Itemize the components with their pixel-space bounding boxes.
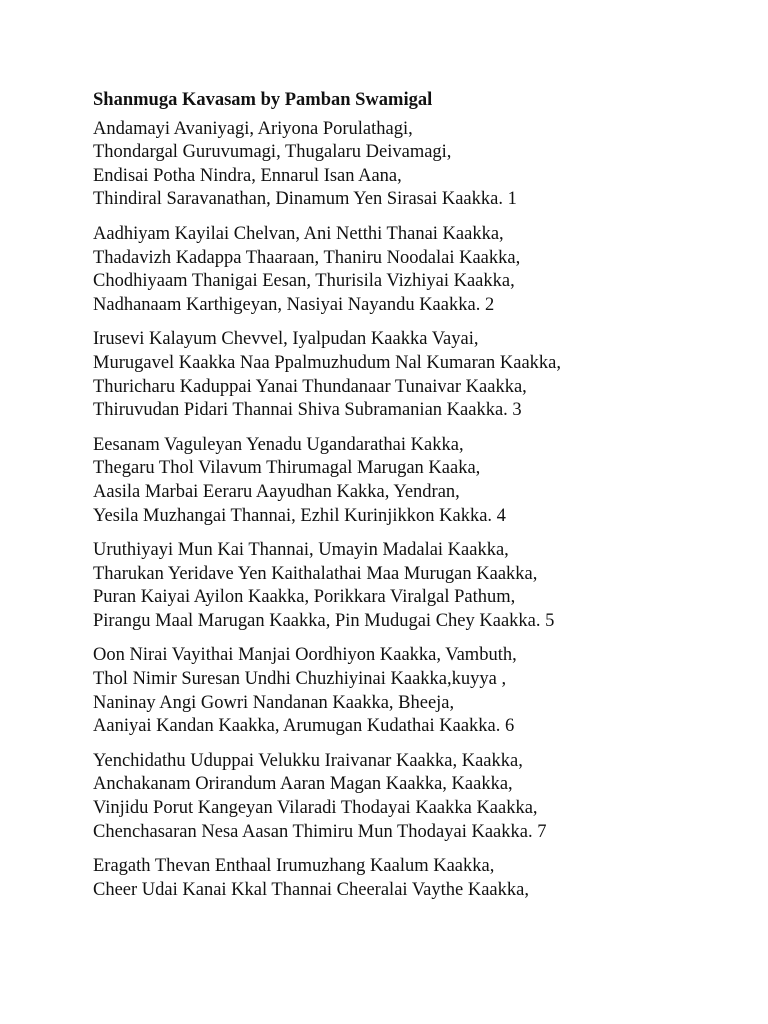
stanza-2 (93, 223, 753, 317)
verse-line: Thegaru Thol Vilavum Thirumagal Marugan Kaaka, (93, 458, 481, 479)
verse-line: Thindiral Saravanathan, Dinamum Yen Sirasai Kaakka. 1 (93, 189, 517, 210)
verse-line: Pirangu Maal Marugan Kaakka, Pin Mudugai Chey Kaakka. 5 (93, 610, 555, 631)
stanza-3 (93, 328, 753, 422)
document-title: Shanmuga Kavasam by Pamban Swamigal (93, 90, 433, 110)
document-page (93, 89, 753, 913)
verse-line: Vinjidu Porut Kangeyan Vilaradi Thodayai Kaakka Kaakka, (93, 798, 538, 819)
stanza-4 (93, 434, 753, 528)
verse-line: Eragath Thevan Enthaal Irumuzhang Kaalum Kaakka, (93, 856, 495, 877)
verse-line: Uruthiyayi Mun Kai Thannai, Umayin Madalai Kaakka, (93, 540, 509, 561)
stanza-8 (93, 855, 753, 902)
verse-line: Aasila Marbai Eeraru Aayudhan Kakka, Yendran, (93, 481, 460, 502)
verse-line: Chodhiyaam Thanigai Eesan, Thurisila Vizhiyai Kaakka, (93, 271, 515, 292)
verse-line: Oon Nirai Vayithai Manjai Oordhiyon Kaakka, Vambuth, (93, 645, 517, 666)
stanza-1 (93, 118, 753, 212)
verse-line: Naninay Angi Gowri Nandanan Kaakka, Bheeja, (93, 692, 455, 713)
verse-line: Tharukan Yeridave Yen Kaithalathai Maa Murugan Kaakka, (93, 563, 538, 584)
verse-line: Thondargal Guruvumagi, Thugalaru Deivamagi, (93, 142, 452, 163)
stanza-6 (93, 644, 753, 738)
verse-line: Thiruvudan Pidari Thannai Shiva Subramanian Kaakka. 3 (93, 400, 522, 421)
verse-line: Thadavizh Kadappa Thaaraan, Thaniru Noodalai Kaakka, (93, 247, 521, 268)
verse-line: Andamayi Avaniyagi, Ariyona Porulathagi, (93, 118, 413, 139)
verse-line: Yesila Muzhangai Thannai, Ezhil Kurinjikkon Kakka. 4 (93, 505, 506, 526)
verse-line: Nadhanaam Karthigeyan, Nasiyai Nayandu Kaakka. 2 (93, 294, 495, 315)
verse-line: Cheer Udai Kanai Kkal Thannai Cheeralai Vaythe Kaakka, (93, 879, 529, 900)
verse-line: Chenchasaran Nesa Aasan Thimiru Mun Thodayai Kaakka. 7 (93, 821, 547, 842)
stanza-list (93, 118, 753, 903)
verse-line: Murugavel Kaakka Naa Ppalmuzhudum Nal Kumaran Kaakka, (93, 352, 561, 373)
verse-line: Anchakanam Orirandum Aaran Magan Kaakka, Kaakka, (93, 774, 513, 795)
verse-line: Aadhiyam Kayilai Chelvan, Ani Netthi Thanai Kaakka, (93, 223, 504, 244)
stanza-5 (93, 539, 753, 633)
verse-line: Eesanam Vaguleyan Yenadu Ugandarathai Kakka, (93, 434, 464, 455)
verse-line: Thuricharu Kaduppai Yanai Thundanaar Tunaivar Kaakka, (93, 376, 527, 397)
stanza-7 (93, 750, 753, 844)
verse-line: Yenchidathu Uduppai Velukku Iraivanar Kaakka, Kaakka, (93, 750, 523, 771)
verse-line: Thol Nimir Suresan Undhi Chuzhiyinai Kaakka,kuyya , (93, 669, 507, 690)
verse-line: Endisai Potha Nindra, Ennarul Isan Aana, (93, 165, 402, 186)
verse-line: Aaniyai Kandan Kaakka, Arumugan Kudathai Kaakka. 6 (93, 716, 515, 737)
verse-line: Irusevi Kalayum Chevvel, Iyalpudan Kaakka Vayai, (93, 329, 479, 350)
verse-line: Puran Kaiyai Ayilon Kaakka, Porikkara Viralgal Pathum, (93, 587, 516, 608)
